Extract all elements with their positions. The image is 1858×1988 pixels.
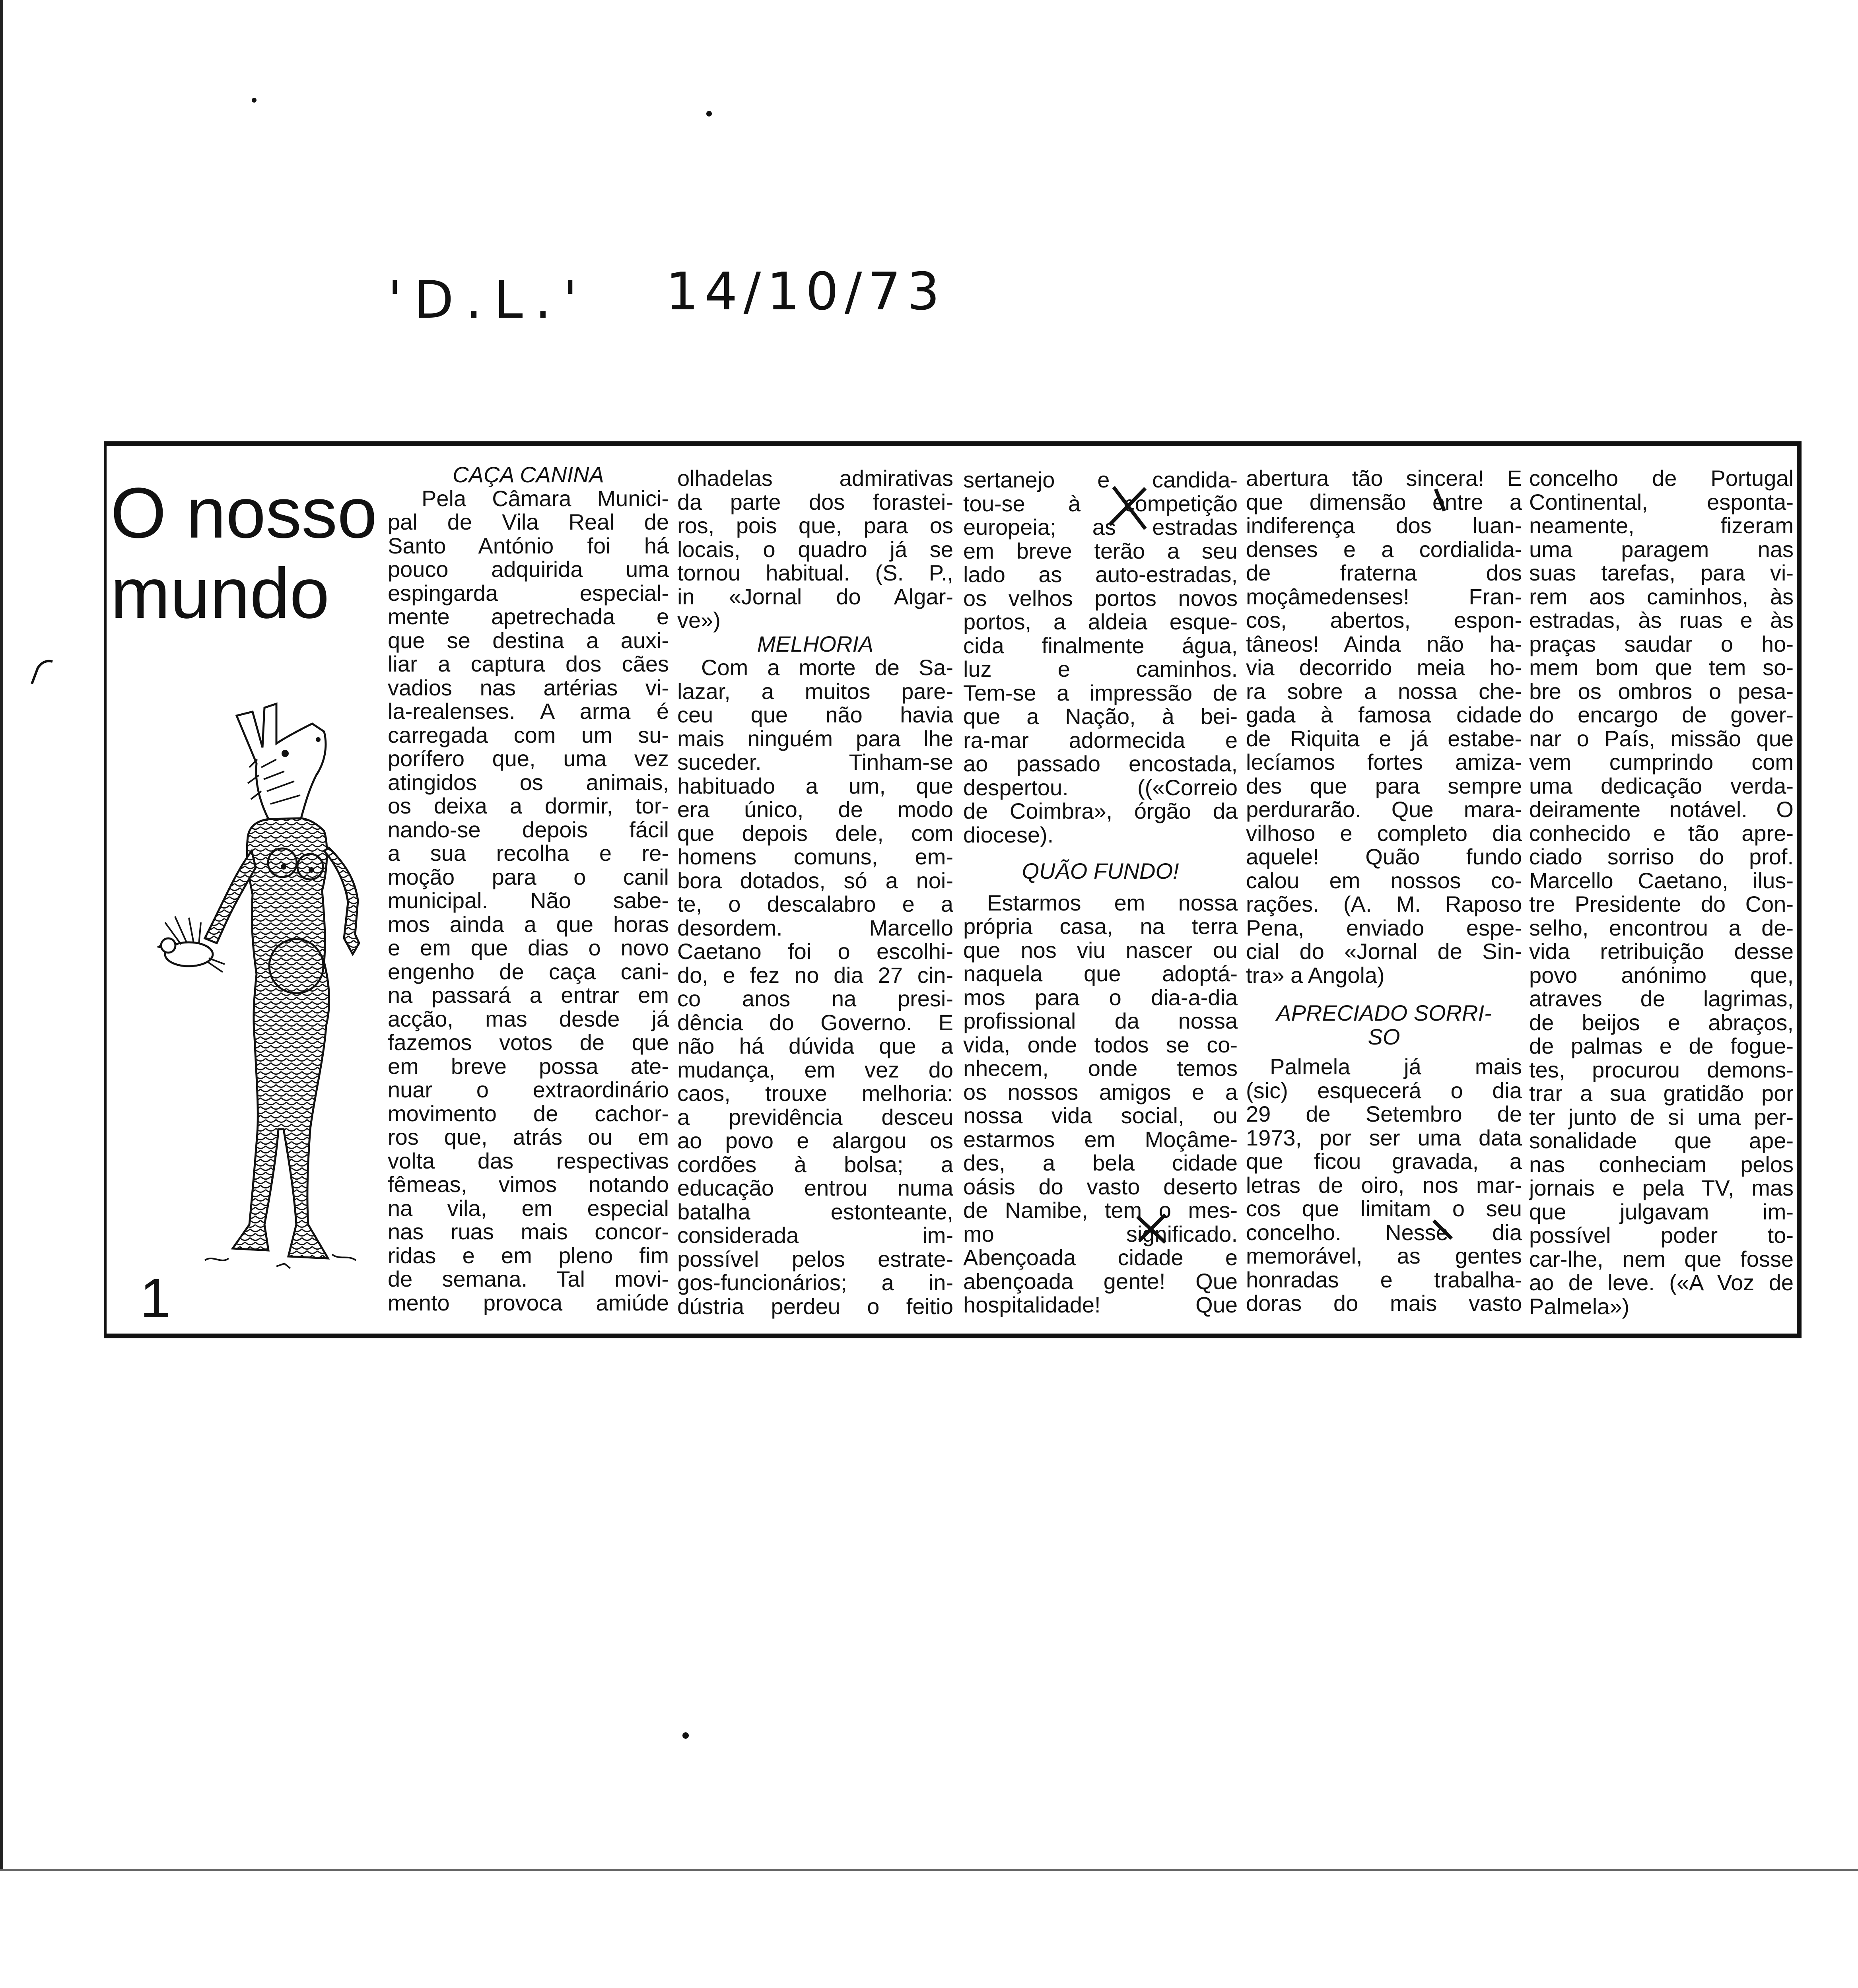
text-line: via decorrido meia ho-: [1246, 655, 1522, 680]
text-line: de Coimbra», órgão da: [963, 798, 1238, 823]
clipping-title: [111, 473, 385, 634]
text-line: tâneos! Ainda não ha-: [1246, 631, 1522, 656]
text-line: nhecem, onde temos: [963, 1056, 1238, 1081]
article-paragraph: [677, 466, 953, 632]
text-line: Pela Câmara Munici-: [422, 485, 669, 511]
text-line: Tem-se a impressão de: [963, 680, 1238, 705]
text-line: 1973, por ser uma data: [1246, 1125, 1522, 1150]
speck: [252, 98, 257, 103]
text-line: des que para sempre: [1246, 773, 1522, 798]
text-line: engenho de caça cani-: [388, 959, 669, 984]
text-line: abençoada gente! Que: [963, 1268, 1238, 1294]
text-line: co anos na presi-: [677, 986, 953, 1011]
text-line: liar a captura dos cães: [388, 651, 669, 676]
text-line: estarmos em Moçâme-: [963, 1126, 1238, 1152]
text-line: na vila, em especial: [388, 1195, 669, 1221]
text-line: que se destina a auxi-: [388, 627, 669, 653]
text-line: ao de leve. («A Voz de: [1529, 1270, 1794, 1295]
text-line: dústria perdeu o feitio: [677, 1293, 953, 1319]
text-line: pouco adquirida uma: [388, 557, 669, 582]
text-line: os deixa a dormir, tor-: [388, 793, 669, 818]
text-line: que ficou gravada, a: [1246, 1149, 1522, 1174]
handwritten-date: 14/10/73: [666, 261, 946, 322]
text-line: calou em nossos co-: [1246, 868, 1522, 893]
text-line: (sic) esquecerá o dia: [1246, 1077, 1522, 1103]
text-line: cos que limitam o seu: [1246, 1196, 1522, 1221]
text-line: vilhoso e completo dia: [1246, 820, 1522, 846]
text-line: cial do «Jornal de Sin-: [1246, 939, 1522, 964]
text-line: gos-funcionários; a in-: [677, 1270, 953, 1295]
text-line: espingarda especial-: [388, 580, 669, 606]
text-line: que a Nação, à bei-: [963, 704, 1238, 729]
text-line: in «Jornal do Algar-: [677, 584, 953, 609]
text-line: na passará a entrar em: [388, 982, 669, 1008]
text-line: a sua recolha e re-: [388, 841, 669, 866]
text-line: que nos viu nascer ou: [963, 937, 1238, 963]
text-line: tre Presidente do Con-: [1529, 891, 1794, 916]
text-line: indiferença dos luan-: [1246, 513, 1522, 538]
article-paragraph: [963, 468, 1238, 846]
text-line: considerada im-: [677, 1223, 953, 1248]
text-line: nuar o extraordinário: [388, 1077, 669, 1102]
text-line: mem bom que tem so-: [1529, 655, 1794, 680]
ground-marks: [205, 1254, 356, 1268]
article-paragraph: [388, 487, 669, 1315]
text-line: homens comuns, em-: [677, 844, 953, 869]
text-line: lazar, a muitos pare-: [677, 678, 953, 704]
text-line: atingidos os animais,: [388, 769, 669, 795]
text-line: habituado a um, que: [677, 773, 953, 798]
text-line: própria casa, na terra: [963, 914, 1238, 939]
text-line: locais, o quadro já se: [677, 536, 953, 562]
speck: [706, 111, 712, 116]
text-line: ridas e em pleno fim: [388, 1242, 669, 1268]
section-heading: MELHORIA: [757, 631, 874, 656]
margin-mark: [32, 661, 52, 684]
text-line: hospitalidade! Que: [963, 1292, 1238, 1317]
text-line: que julgavam im-: [1529, 1199, 1794, 1224]
text-line: ve»): [677, 608, 721, 633]
text-line: de Riquita e já estabe-: [1246, 726, 1522, 751]
text-line: Abençoada cidade e: [963, 1245, 1238, 1270]
text-line: concelho. Nesse dia: [1246, 1219, 1522, 1245]
text-line: Estarmos em nossa: [987, 890, 1238, 915]
figure-right-arm: [324, 848, 359, 954]
text-line: Palmela»): [1529, 1293, 1630, 1319]
text-line: rem aos caminhos, às: [1529, 584, 1794, 609]
scan-edge-line: [0, 0, 3, 1871]
handwritten-source: 'D.L.': [388, 270, 589, 330]
figure-belly: [269, 939, 323, 993]
text-line: ra-mar adormecida e: [963, 727, 1238, 753]
text-line: perdurarão. Que mara-: [1246, 797, 1522, 822]
text-line: tes, procurou demons-: [1529, 1057, 1794, 1082]
text-line: atraves de lagrimas,: [1529, 986, 1794, 1011]
text-line: nando-se depois fácil: [388, 817, 669, 842]
text-line: olhadelas admirativas: [677, 466, 953, 491]
section-heading: APRECIADO SORRI- SO: [1276, 1000, 1492, 1049]
text-line: Com a morte de Sa-: [701, 655, 953, 680]
text-line: cordões à bolsa; a: [677, 1151, 953, 1177]
text-line: estradas, às ruas e às: [1529, 608, 1794, 633]
text-line: Santo António foi há: [388, 533, 669, 558]
text-line: ao povo e alargou os: [677, 1128, 953, 1153]
text-line: selho, encontrou a de-: [1529, 915, 1794, 940]
text-line: em breve possa ate-: [388, 1053, 669, 1079]
text-line: tou-se à competição: [963, 491, 1238, 516]
text-line: de fraterna dos: [1246, 560, 1522, 585]
text-line: rações. (A. M. Raposo: [1246, 891, 1522, 916]
text-line: tornou habitual. (S. P.,: [677, 560, 953, 585]
section-heading: QUÃO FUNDO!: [1022, 858, 1179, 883]
text-line: que dimensão entre a: [1246, 489, 1522, 514]
text-line: europeia; as estradas: [963, 514, 1238, 540]
text-line: do encargo de gover-: [1529, 702, 1794, 727]
figure-breast-right: [297, 854, 323, 879]
text-line: nossa vida social, ou: [963, 1103, 1238, 1128]
text-line: uma paragem nas: [1529, 536, 1794, 562]
text-line: memorável, as gentes: [1246, 1243, 1522, 1268]
text-line: moção para o canil: [388, 864, 669, 889]
column-1: [388, 463, 669, 1330]
text-line: 29 de Setembro de: [1246, 1101, 1522, 1126]
text-line: os velhos portos novos: [963, 585, 1238, 611]
text-line: te, o descalabro e a: [677, 891, 953, 916]
text-line: e em que dias o novo: [388, 935, 669, 960]
text-line: nar o País, missão que: [1529, 726, 1794, 751]
section-heading: CAÇA CANINA: [453, 463, 604, 487]
text-line: portos, a aldeia esque-: [963, 609, 1238, 634]
scan-horizontal-line: [0, 1869, 1858, 1871]
text-line: des, a bela cidade: [963, 1150, 1238, 1175]
text-line: Caetano foi o escolhi-: [677, 939, 953, 964]
text-line: cida finalmente água,: [963, 633, 1238, 658]
article-paragraph: [963, 891, 1238, 1317]
text-line: lecíamos fortes amiza-: [1246, 749, 1522, 775]
text-line: que depois dele, com: [677, 820, 953, 846]
column-3: [963, 468, 1238, 1331]
text-line: sonalidade que ape-: [1529, 1128, 1794, 1153]
text-line: trar a sua gratidão por: [1529, 1081, 1794, 1106]
text-line: mo significado.: [963, 1221, 1238, 1246]
text-line: naquela que adoptá-: [963, 961, 1238, 986]
column-2: [677, 466, 953, 1329]
text-line: do, e fez no dia 27 cin-: [677, 962, 953, 988]
text-line: vida retribuição desse: [1529, 939, 1794, 964]
text-line: abertura tão sincera! E: [1246, 466, 1522, 491]
text-line: deiramente notável. O: [1529, 797, 1794, 822]
text-line: mos ainda a que horas: [388, 911, 669, 937]
title-line-2: mundo: [111, 553, 330, 633]
text-line: praças saudar o ho-: [1529, 631, 1794, 656]
text-line: cos, abertos, espon-: [1246, 608, 1522, 633]
text-line: mento provoca amiúde: [388, 1290, 669, 1315]
text-line: ra sobre a nossa che-: [1246, 678, 1522, 704]
text-line: ciado sorriso do prof.: [1529, 844, 1794, 869]
text-line: Pena, enviado espe-: [1246, 915, 1522, 940]
text-line: de beijos e abraços,: [1529, 1010, 1794, 1035]
text-line: não há dúvida que a: [677, 1033, 953, 1058]
text-line: aquele! Quão fundo: [1246, 844, 1522, 869]
text-line: vida, onde todos se co-: [963, 1032, 1238, 1057]
text-line: diocese).: [963, 822, 1054, 847]
page-mark: 1: [140, 1267, 171, 1329]
text-line: era único, de modo: [677, 797, 953, 822]
text-line: povo anónimo que,: [1529, 962, 1794, 988]
figure-eye: [282, 750, 289, 757]
text-line: gada à famosa cidade: [1246, 702, 1522, 727]
text-line: caos, trouxe melhoria:: [677, 1081, 953, 1106]
text-line: de Namibe, tem o mes-: [963, 1198, 1238, 1223]
text-line: fazemos votos de que: [388, 1030, 669, 1055]
text-line: suas tarefas, para vi-: [1529, 560, 1794, 585]
text-line: denses e a cordialida-: [1246, 536, 1522, 562]
text-line: la-realenses. A arma é: [388, 699, 669, 724]
text-line: ter junto de si uma per-: [1529, 1104, 1794, 1130]
title-line-1: O nosso: [111, 473, 377, 553]
text-line: letras de oiro, nos mar-: [1246, 1172, 1522, 1198]
text-line: os nossos amigos e a: [963, 1079, 1238, 1105]
text-line: bora dotados, só a noi-: [677, 868, 953, 893]
text-line: porífero que, uma vez: [388, 746, 669, 771]
column-5: [1529, 466, 1794, 1329]
text-line: nas ruas mais concor-: [388, 1219, 669, 1244]
illustration: [157, 700, 364, 1276]
figure-nostril: [316, 737, 321, 742]
text-line: oásis do vasto deserto: [963, 1174, 1238, 1199]
article-paragraph: [1529, 466, 1794, 1318]
text-line: em breve terão a seu: [963, 538, 1238, 563]
text-line: moçâmedenses! Fran-: [1246, 584, 1522, 609]
text-line: ros que, atrás ou em: [388, 1124, 669, 1149]
text-line: mente apetrechada e: [388, 604, 669, 629]
text-line: de palmas e de fogue-: [1529, 1033, 1794, 1058]
text-line: bre os ombros o pesa-: [1529, 678, 1794, 704]
text-line: car-lhe, nem que fosse: [1529, 1246, 1794, 1272]
text-line: ceu que não havia: [677, 702, 953, 727]
text-line: mais ninguém para lhe: [677, 726, 953, 751]
figure-nipple: [309, 867, 314, 873]
text-line: batalha estonteante,: [677, 1199, 953, 1224]
text-line: Continental, esponta-: [1529, 489, 1794, 514]
text-line: fêmeas, vimos notando: [388, 1172, 669, 1197]
text-line: Marcello Caetano, ilus-: [1529, 868, 1794, 893]
text-line: da parte dos forastei-: [677, 489, 953, 514]
text-line: tra» a Angola): [1246, 962, 1385, 988]
text-line: vadios nas artérias vi-: [388, 675, 669, 700]
text-line: acção, mas desde já: [388, 1006, 669, 1031]
figure-nipple: [281, 864, 286, 870]
column-4: [1246, 466, 1522, 1329]
text-line: conhecido e tão apre-: [1529, 820, 1794, 846]
speck: [682, 1732, 689, 1739]
text-line: dência do Governo. E: [677, 1010, 953, 1035]
article-paragraph: [1246, 1055, 1522, 1315]
article-paragraph: [677, 656, 953, 1318]
text-line: educação entrou numa: [677, 1175, 953, 1200]
text-line: sertanejo e candida-: [963, 468, 1238, 492]
text-line: carregada com um su-: [388, 722, 669, 747]
figure-head: [237, 704, 326, 819]
text-line: neamente, fizeram: [1529, 513, 1794, 538]
text-line: movimento de cachor-: [388, 1101, 669, 1126]
text-line: vem cumprindo com: [1529, 749, 1794, 775]
figure-breast-left: [268, 848, 297, 877]
text-line: despertou. ((«Correio: [963, 775, 1238, 800]
text-line: pal de Vila Real de: [388, 509, 669, 534]
text-line: suceder. Tinham-se: [677, 749, 953, 775]
text-line: uma dedicação verda-: [1529, 773, 1794, 798]
article-paragraph: [1246, 466, 1522, 987]
text-line: Palmela já mais: [1270, 1054, 1522, 1079]
text-line: a previdência desceu: [677, 1104, 953, 1130]
text-line: luz e caminhos.: [963, 656, 1238, 681]
text-line: ros, pois que, para os: [677, 513, 953, 538]
text-line: profissional da nossa: [963, 1008, 1238, 1033]
text-line: honradas e trabalha-: [1246, 1267, 1522, 1292]
text-line: jornais e pela TV, mas: [1529, 1175, 1794, 1200]
text-line: mudança, em vez do: [677, 1057, 953, 1082]
text-line: de semana. Tal movi-: [388, 1266, 669, 1291]
text-line: municipal. Não sabe-: [388, 888, 669, 913]
text-line: lado as auto-estradas,: [963, 562, 1238, 587]
text-line: possível poder to-: [1529, 1223, 1794, 1248]
text-line: ao passado encostada,: [963, 751, 1238, 776]
text-line: mos para o dia-a-dia: [963, 984, 1238, 1010]
text-line: volta das respectivas: [388, 1148, 669, 1173]
text-line: concelho de Portugal: [1529, 466, 1794, 491]
text-line: nas conheciam pelos: [1529, 1151, 1794, 1177]
text-line: doras do mais vasto: [1246, 1291, 1522, 1316]
text-line: desordem. Marcello: [677, 915, 953, 940]
figure-left-arm: [205, 851, 256, 943]
text-line: possível pelos estrate-: [677, 1246, 953, 1272]
